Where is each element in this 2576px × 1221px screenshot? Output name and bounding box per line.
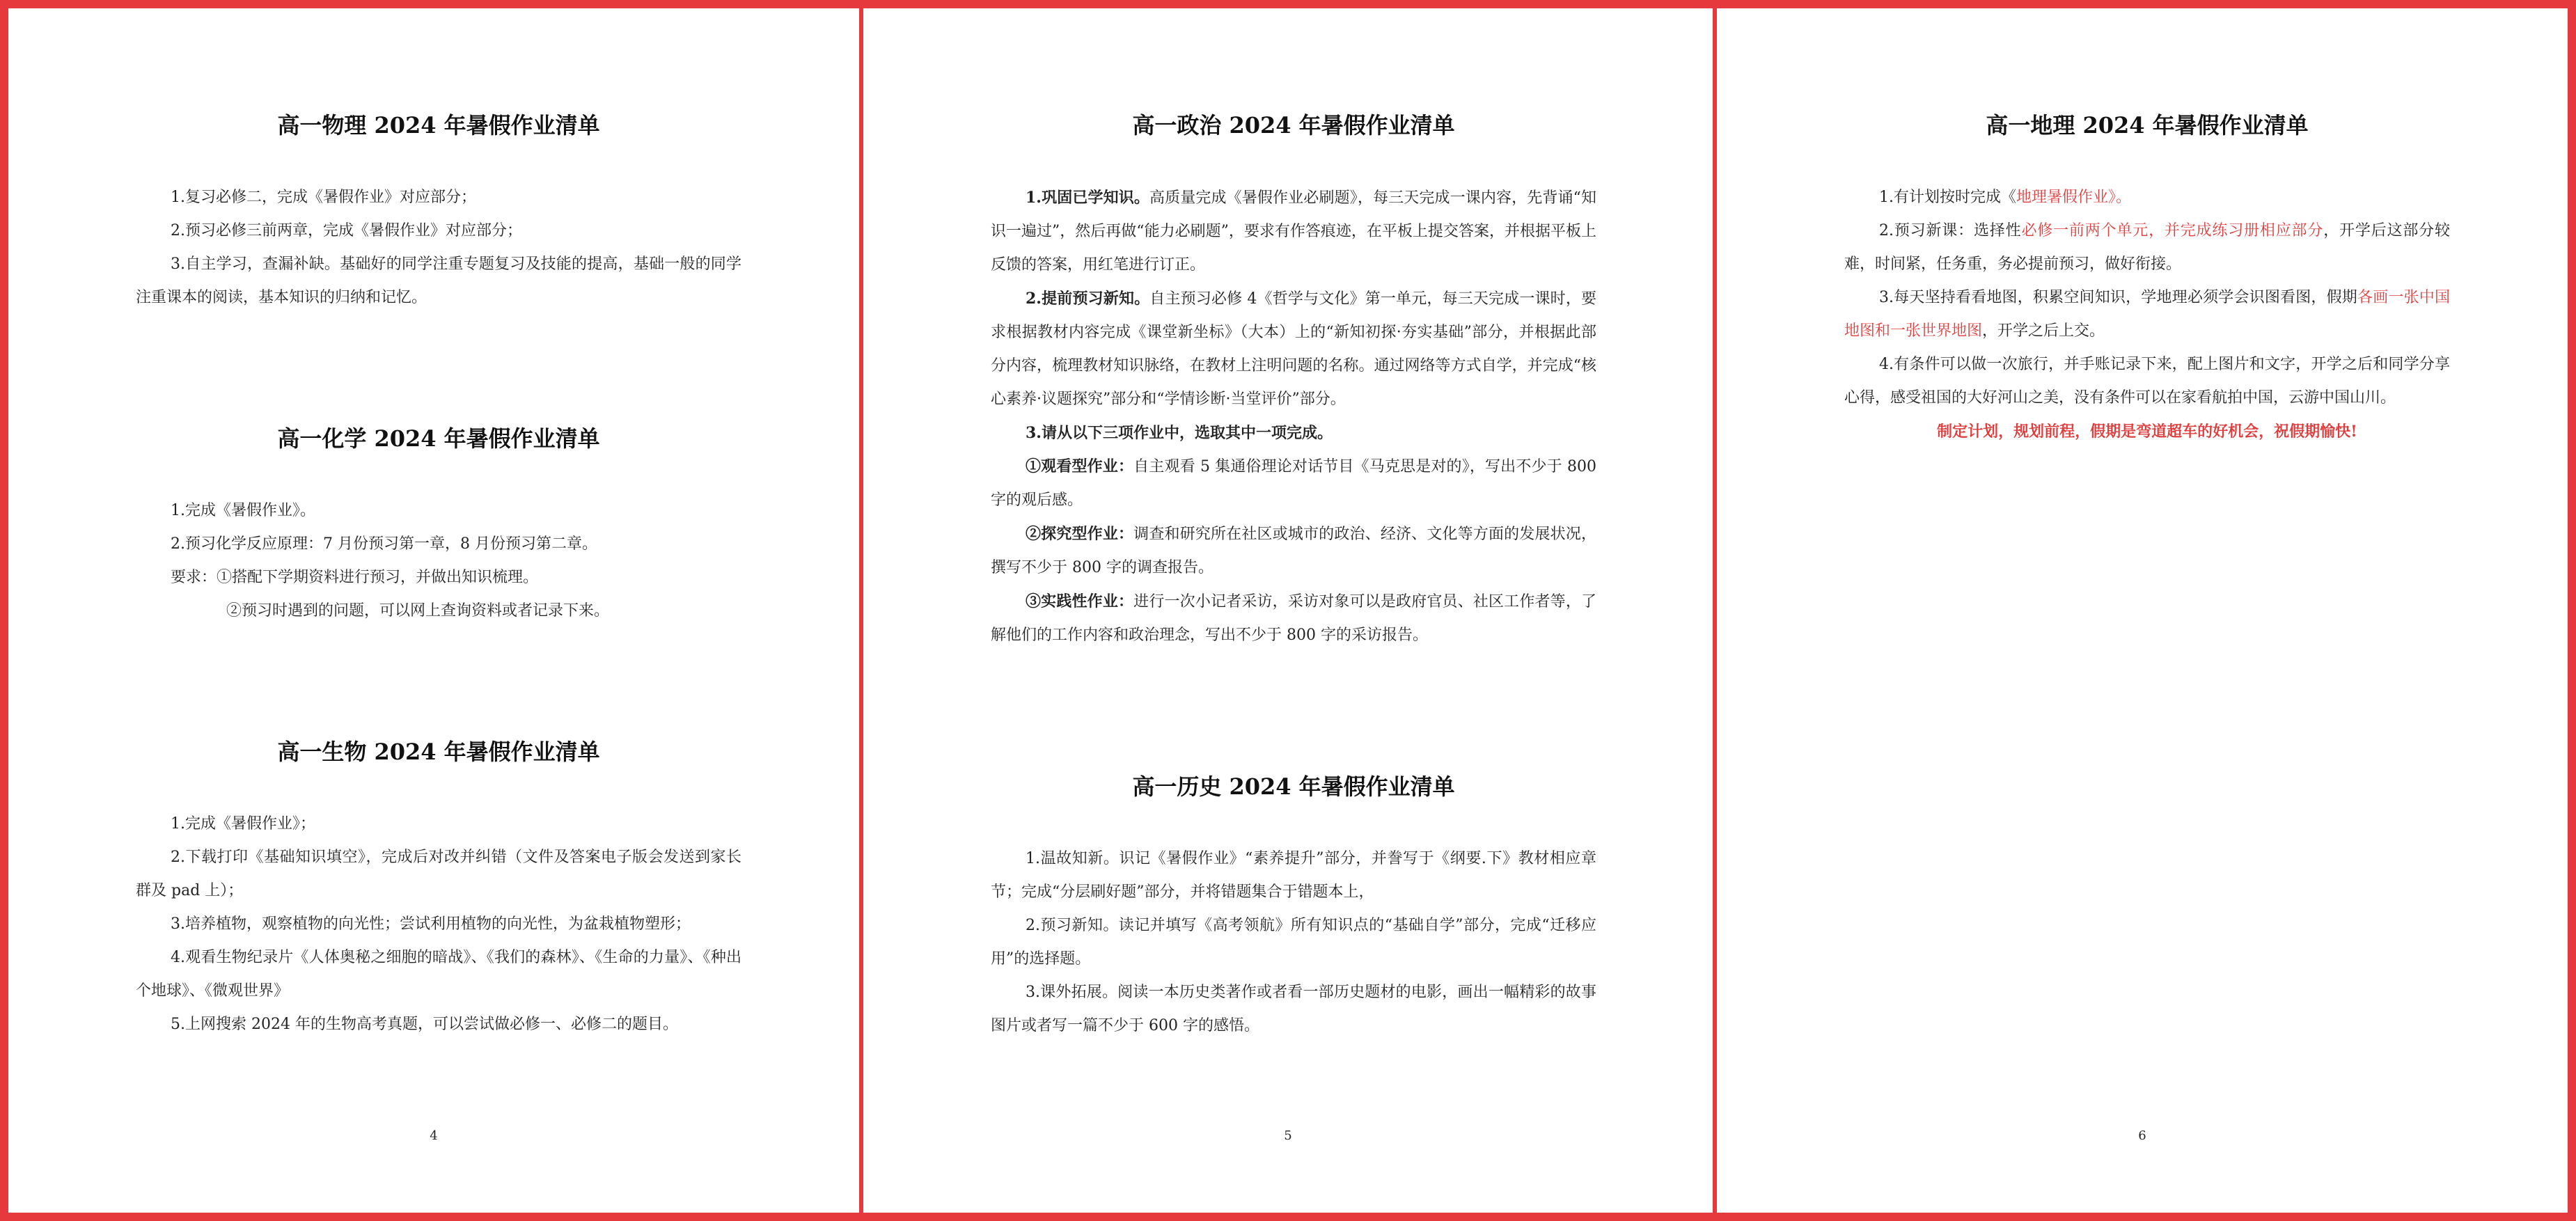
politics-option-2	[991, 517, 1596, 585]
geography-item-3-highlight: 各画一张中国地图和一张世界地图	[1844, 289, 2450, 340]
politics-option-1-head: ①观看型作业：	[1026, 457, 1134, 475]
geography-item-2-highlight: 必修一前两个单元，并完成练习册相应部分	[2021, 222, 2324, 239]
politics-option-3-head: ③实践性作业：	[1026, 592, 1134, 610]
politics-option-3	[991, 585, 1596, 652]
geography-item-1	[1844, 181, 2450, 214]
geography-item-2-text-a: 2.预习新课：选择性	[1879, 222, 2022, 239]
politics-option-2-body: 调查和研究所在社区或城市的政治、经济、文化等方面的发展状况，撰写不少于 800 字的调查报告。	[991, 526, 1596, 576]
politics-item-1-head: 1.巩固已学知识。	[1026, 189, 1150, 207]
politics-item-2-body: 自主预习必修 4《哲学与文化》第一单元，每三天完成一课时，要求根据教材内容完成《课堂新坐标》（大本）上的“新知初探·夯实基础”部分，并根据此部分内容，梳理教材知识脉络，在教材上注明问题的名称。通过网络等方式自学，并完成“核心素养·议题探究”部分和“学情诊断·当堂评价”部分。	[991, 290, 1597, 408]
chemistry-item-2: 2.预习化学反应原理：7 月份预习第一章，8 月份预习第二章。	[171, 535, 597, 553]
politics-item-2	[991, 282, 1596, 416]
document-page-4	[8, 8, 859, 1213]
politics-option-3-body: 进行一次小记者采访，采访对象可以是政府官员、社区工作者等，了解他们的工作内容和政治理念，写出不少于 800 字的采访报告。	[991, 593, 1596, 644]
page-number: 5	[1284, 1128, 1292, 1143]
physics-section	[136, 111, 741, 315]
biology-item-4: 4.观看生物纪录片《人体奥秘之细胞的暗战》、《我们的森林》、《生命的力量》、《种出个地球》、《微观世界》	[136, 949, 741, 1000]
chemistry-section	[136, 425, 741, 628]
geography-item-1-text: 1.有计划按时完成《	[1879, 189, 2016, 206]
geography-item-3-text-a: 3.每天坚持看看地图，积累空间知识，学地理必须学会识图看图，假期	[1879, 289, 2358, 306]
physics-item-2: 2.预习必修三前两章，完成《暑假作业》对应部分；	[171, 222, 522, 239]
chemistry-item-3: 要求：①搭配下学期资料进行预习，并做出知识梳理。	[171, 569, 539, 586]
geography-item-1-highlight: 地理暑假作业》。	[2016, 189, 2132, 206]
page-number: 4	[430, 1128, 438, 1143]
politics-item-2-head: 2.提前预习新知。	[1026, 290, 1150, 308]
biology-item-1: 1.完成《暑假作业》；	[171, 815, 315, 833]
biology-section	[136, 738, 741, 1041]
geography-item-4: 4.有条件可以做一次旅行，并手账记录下来，配上图片和文字，开学之后和同学分享心得，感受祖国的大好河山之美，没有条件可以在家看航拍中国，云游中国山川。	[1844, 356, 2450, 407]
document-page-5	[863, 8, 1713, 1213]
geography-item-2	[1844, 214, 2450, 281]
history-section	[991, 773, 1596, 1043]
physics-title: 高一物理 2024 年暑假作业清单	[277, 112, 600, 139]
history-item-2: 2.预习新知。读记并填写《高考领航》所有知识点的“基础自学”部分，完成“迁移应用”的选择题。	[991, 917, 1596, 968]
geography-item-2-text-b: ，开学后这部分较难，时间紧，任务重，务必提前预习，做好衔接。	[1844, 222, 2450, 273]
biology-item-3: 3.培养植物，观察植物的向光性；尝试利用植物的向光性，为盆栽植物塑形；	[171, 915, 691, 933]
history-title: 高一历史 2024 年暑假作业清单	[1132, 773, 1455, 800]
chemistry-item-1: 1.完成《暑假作业》。	[171, 502, 315, 519]
geography-title: 高一地理 2024 年暑假作业清单	[1986, 112, 2309, 139]
politics-option-1	[991, 450, 1596, 517]
document-page-6	[1717, 8, 2568, 1213]
chemistry-item-4: ②预习时遇到的问题，可以网上查询资料或者记录下来。	[226, 602, 610, 620]
politics-item-1-body: 高质量完成《暑假作业必刷题》，每三天完成一课内容，先背诵“知识一遍过”，然后再做“能力必刷题”，要求有作答痕迹，在平板上提交答案，并根据平板上反馈的答案，用红笔进行订正。	[991, 189, 1597, 274]
politics-item-1	[991, 181, 1596, 282]
biology-item-2: 2.下载打印《基础知识填空》，完成后对改并纠错（文件及答案电子版会发送到家长群及 pad 上）；	[136, 849, 741, 899]
closing-message: 制定计划，规划前程，假期是弯道超车的好机会，祝假期愉快!	[1937, 423, 2357, 441]
chemistry-title: 高一化学 2024 年暑假作业清单	[277, 425, 600, 452]
politics-title: 高一政治 2024 年暑假作业清单	[1132, 112, 1455, 139]
geography-section	[1844, 111, 2450, 448]
history-item-3: 3.课外拓展。阅读一本历史类著作或者看一部历史题材的电影，画出一幅精彩的故事图片或者写一篇不少于 600 字的感悟。	[991, 984, 1596, 1034]
politics-option-2-head: ②探究型作业：	[1026, 525, 1134, 543]
geography-item-3-text-b: ，开学之后上交。	[1982, 322, 2105, 340]
geography-item-3	[1844, 281, 2450, 348]
politics-option-1-body: 自主观看 5 集通俗理论对话节目《马克思是对的》，写出不少于 800 字的观后感。	[991, 458, 1596, 509]
page-number: 6	[2138, 1128, 2146, 1143]
history-item-1: 1.温故知新。识记《暑假作业》“素养提升”部分，并誊写于《纲要.下》教材相应章节；完成“分层刷好题”部分，并将错题集合于错题本上，	[991, 850, 1596, 901]
physics-item-3: 3.自主学习，查漏补缺。基础好的同学注重专题复习及技能的提高，基础一般的同学注重课本的阅读，基本知识的归纳和记忆。	[136, 255, 741, 306]
politics-item-3: 3.请从以下三项作业中，选取其中一项完成。	[1026, 424, 1333, 442]
physics-item-1: 1.复习必修二，完成《暑假作业》对应部分；	[171, 189, 476, 206]
biology-title: 高一生物 2024 年暑假作业清单	[277, 739, 600, 765]
biology-item-5: 5.上网搜索 2024 年的生物高考真题，可以尝试做必修一、必修二的题目。	[171, 1016, 678, 1033]
politics-section	[991, 111, 1596, 652]
